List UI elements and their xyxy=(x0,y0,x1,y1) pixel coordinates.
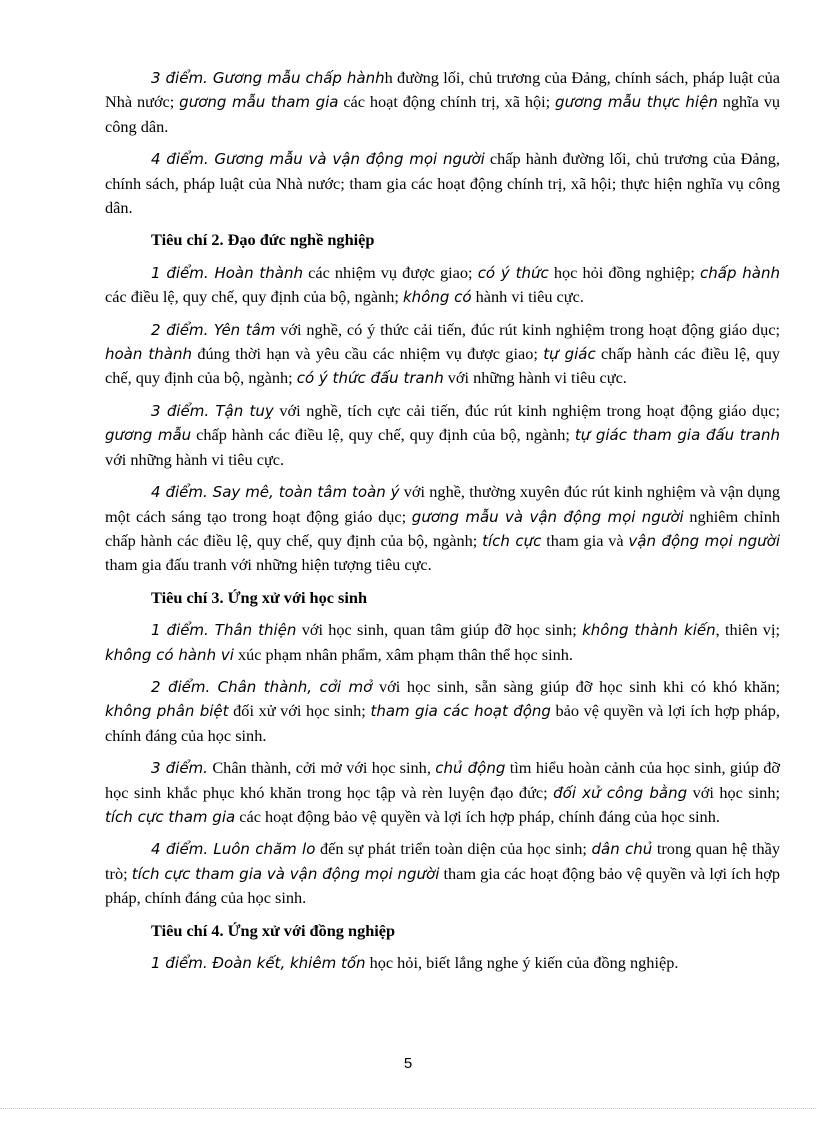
text-run: đến sự phát triển toàn diện của học sinh; xyxy=(315,839,592,859)
text-run: học hỏi, biết lắng nghe ý kiến của đồng nghiệp. xyxy=(365,953,679,972)
italic-run: 1 điểm. Đoàn kết, khiêm tốn xyxy=(151,954,366,972)
text-run: tham gia đấu tranh với những hiện tượng tiêu cực. xyxy=(105,555,432,575)
italic-run: tích cực xyxy=(482,531,542,550)
italic-run: 3 điểm. Gương mẫu chấp hành xyxy=(151,69,385,87)
italic-run: 4 điểm. Luôn chăm lo xyxy=(151,840,316,859)
text-run: các nhiệm vụ được giao; xyxy=(303,262,478,282)
italic-run: 2 điểm. Chân thành, cởi mở xyxy=(151,677,373,696)
text-run: đúng thời hạn và yêu cầu các nhiệm vụ được giao; xyxy=(192,344,544,364)
page-bottom-rule xyxy=(0,1108,816,1109)
text-run: với học sinh; xyxy=(687,782,780,802)
italic-run: tích cực tham gia xyxy=(105,807,236,826)
text-run: tham gia và xyxy=(541,530,629,550)
paragraph xyxy=(105,480,780,578)
italic-run: có ý thức xyxy=(477,263,549,282)
italic-run: vận động mọi người xyxy=(628,531,781,550)
text-run: với nghề, thường xuyên đúc rút kinh nghiệm và vận dụng một cách sáng tạo trong hoạt động giáo dục; xyxy=(105,482,780,526)
document-body xyxy=(105,66,780,975)
text-run: với nghề, có ý thức cải tiến, đúc rút kinh nghiệm trong hoạt động giáo dục; xyxy=(275,319,780,339)
italic-run: không phân biệt xyxy=(105,702,229,721)
text-run: với những hành vi tiêu cực. xyxy=(105,449,285,469)
italic-run: đối xử công bằng xyxy=(553,783,688,802)
italic-run: có ý thức đấu tranh xyxy=(296,369,444,388)
italic-run: tự giác tham gia đấu tranh xyxy=(574,426,781,445)
italic-run: gương mẫu tham gia xyxy=(179,93,339,112)
text-run: các hoạt động chính trị, xã hội; xyxy=(338,92,556,112)
paragraph xyxy=(105,399,780,472)
italic-run: hoàn thành xyxy=(105,345,192,364)
text-run: nghĩa vụ công dân. xyxy=(105,92,781,136)
italic-run: 3 điểm. xyxy=(151,759,208,778)
paragraph xyxy=(105,318,780,391)
text-run: các điều lệ, quy chế, quy định của bộ, ngành; xyxy=(105,287,403,307)
text-run: tham gia các hoạt động bảo vệ quyền và lợi ích hợp pháp, chính đáng của học sinh. xyxy=(105,863,781,908)
italic-run: 1 điểm. Hoàn thành xyxy=(151,263,304,282)
page-number: 5 xyxy=(403,1055,413,1072)
text-run: đối xử với học sinh; xyxy=(228,701,371,721)
paragraph xyxy=(105,951,780,975)
text-run: chấp hành các điều lệ, quy chế, quy định của bộ, ngành; xyxy=(191,425,575,445)
paragraph xyxy=(105,66,780,139)
text-run: xúc phạm nhân phẩm, xâm phạm thân thể học sinh. xyxy=(233,644,574,664)
paragraph xyxy=(105,261,780,310)
italic-run: 3 điểm. Tận tuỵ xyxy=(151,401,274,420)
text-run: h đường lối, chủ trương của Đảng, chính sách, pháp luật của Nhà nước; xyxy=(105,68,781,112)
text-run: hành vi tiêu cực. xyxy=(471,287,584,307)
italic-run: 1 điểm. Thân thiện xyxy=(151,621,297,640)
section-heading: Tiêu chí 2. Đạo đức nghề nghiệp xyxy=(151,230,375,250)
text-run: học hỏi đồng nghiệp; xyxy=(548,262,701,282)
text-run: trong quan hệ thầy trò; xyxy=(105,839,780,883)
text-run: các hoạt động bảo vệ quyền và lợi ích hợp pháp, chính đáng của học sinh. xyxy=(235,806,720,826)
italic-run: gương mẫu xyxy=(105,426,192,445)
italic-run: gương mẫu và vận động mọi người xyxy=(411,507,684,526)
italic-run: không có hành vi xyxy=(105,645,234,664)
text-run: nghiêm chỉnh chấp hành các điều lệ, quy chế, quy định của bộ, ngành; xyxy=(105,506,780,550)
italic-run: tích cực tham gia và vận động mọi người xyxy=(131,864,440,883)
paragraph xyxy=(105,837,780,910)
section-heading: Tiêu chí 4. Ứng xử với đồng nghiệp xyxy=(151,920,396,940)
paragraph xyxy=(105,618,780,667)
italic-run: 2 điểm. Yên tâm xyxy=(151,320,276,339)
italic-run: tham gia các hoạt động xyxy=(370,702,551,721)
text-run: Chân thành, cởi mở với học sinh, xyxy=(207,758,436,778)
italic-run: chủ động xyxy=(435,759,506,778)
italic-run: 4 điểm. Say mê, toàn tâm toàn ý xyxy=(151,483,400,502)
italic-run: 4 điểm. Gương mẫu và vận động mọi người xyxy=(151,150,485,169)
text-run: , thiên vị; xyxy=(715,620,780,640)
text-run: với nghề, tích cực cải tiến, đúc rút kinh nghiệm trong hoạt động giáo dục; xyxy=(273,400,780,420)
italic-run: chấp hành xyxy=(700,263,781,282)
text-run: với học sinh, sẵn sàng giúp đỡ học sinh khi có khó khăn; xyxy=(372,676,780,696)
paragraph xyxy=(105,147,780,220)
italic-run: không thành kiến xyxy=(582,621,716,640)
text-run: với những hành vi tiêu cực. xyxy=(443,368,627,388)
text-run: với học sinh, quan tâm giúp đỡ học sinh; xyxy=(296,620,583,640)
text-run: chấp hành đường lối, chủ trương của Đảng, chính sách, pháp luật của Nhà nước; tham gia các hoạt động chính trị, xã hội; thực hiện nghĩa vụ công dân. xyxy=(105,149,780,218)
paragraph xyxy=(105,756,780,829)
italic-run: gương mẫu thực hiện xyxy=(555,93,718,112)
italic-run: dân chủ xyxy=(591,840,653,859)
italic-run: không có xyxy=(402,288,472,307)
text-run: chấp hành các điều lệ, quy chế, quy định của bộ, ngành; xyxy=(105,344,780,388)
section-heading: Tiêu chí 3. Ứng xử với học sinh xyxy=(151,587,368,607)
italic-run: tự giác xyxy=(543,345,596,364)
text-run: tìm hiểu hoàn cảnh của học sinh, giúp đỡ học sinh khắc phục khó khăn trong học tập và rèn luyện đạo đức; xyxy=(105,758,780,802)
text-run: bảo vệ quyền và lợi ích hợp pháp, chính đáng của học sinh. xyxy=(105,701,780,745)
paragraph xyxy=(105,675,780,748)
